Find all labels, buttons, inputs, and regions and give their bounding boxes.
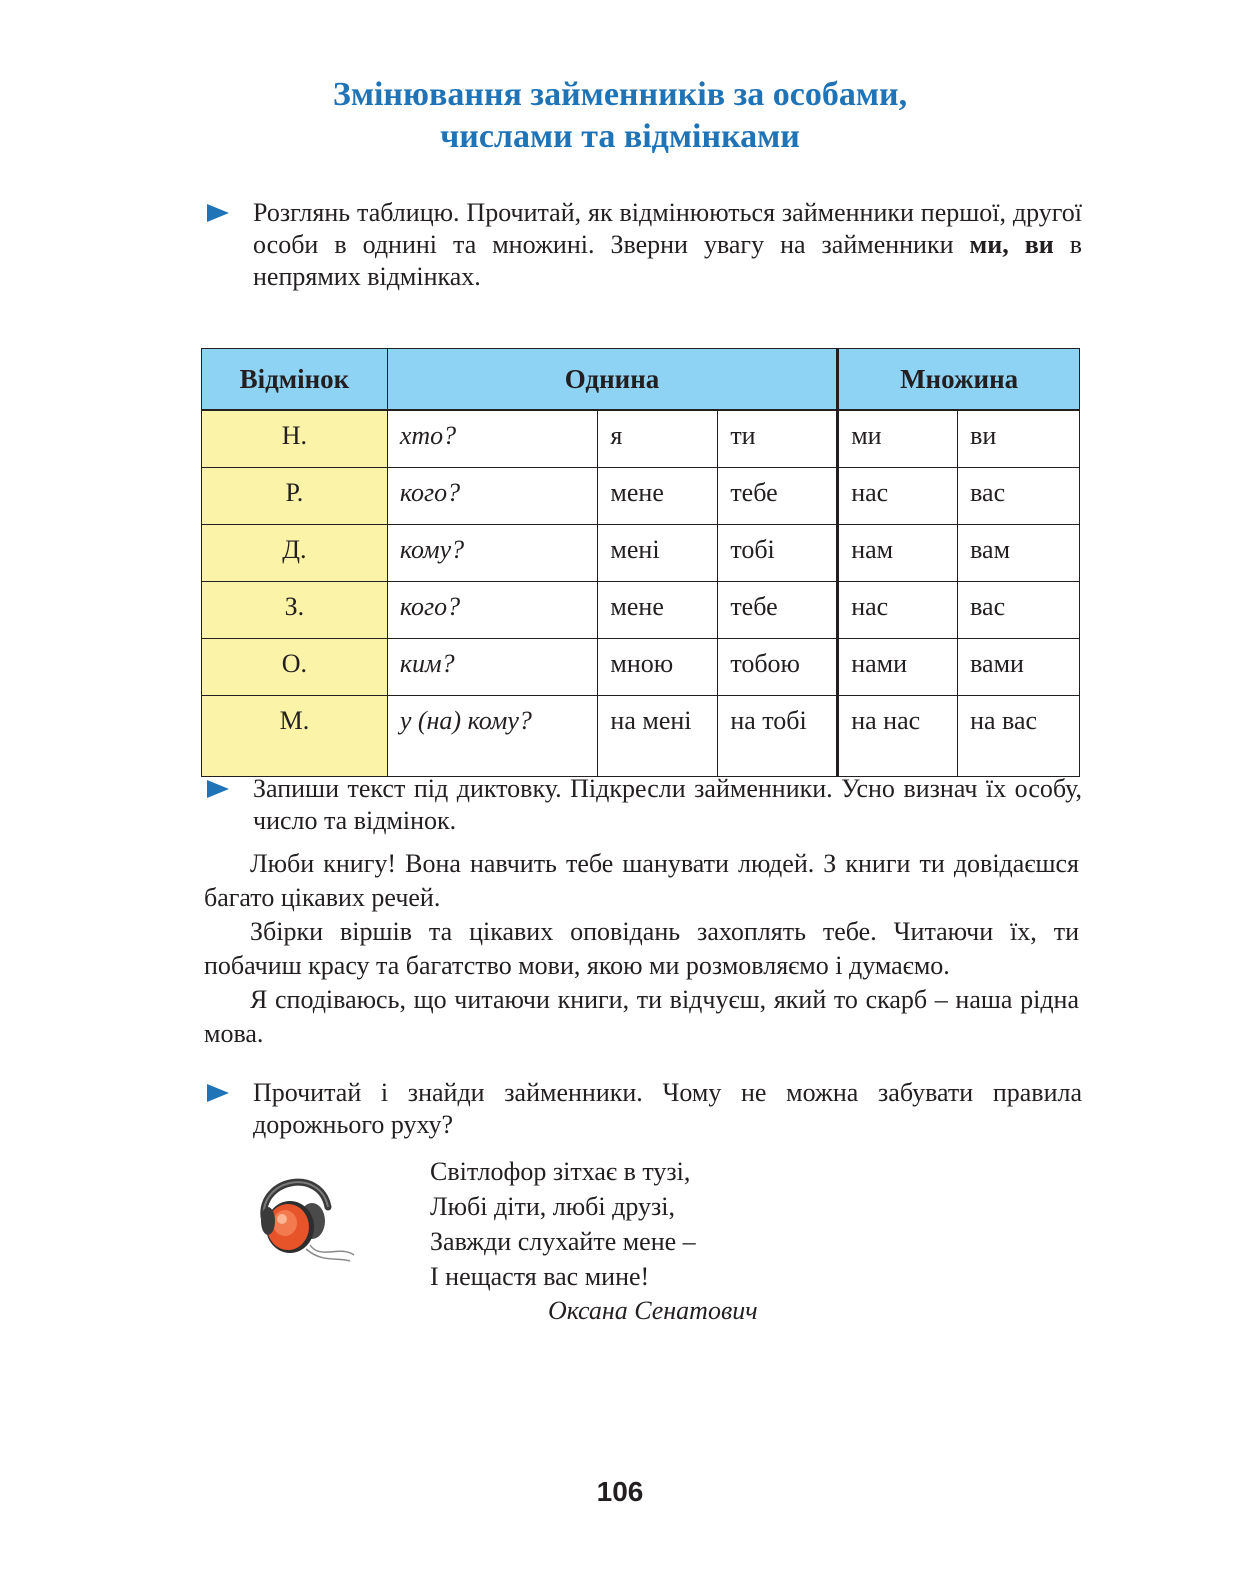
plural-1-cell: нами <box>838 639 958 696</box>
question-cell: кого? <box>387 468 598 525</box>
case-cell: М. <box>202 696 388 777</box>
singular-1-cell: мною <box>598 639 718 696</box>
plural-2-cell: вас <box>958 582 1080 639</box>
header-case: Відмінок <box>202 349 388 411</box>
header-singular: Однина <box>387 349 837 411</box>
plural-1-cell: нам <box>838 525 958 582</box>
poem-line: Любі діти, любі друзі, <box>430 1192 675 1221</box>
headphones-icon <box>250 1165 360 1265</box>
declension-table <box>201 348 1080 777</box>
page-number: 106 <box>596 1476 644 1507</box>
singular-2-cell: на тобі <box>718 696 838 777</box>
case-cell: З. <box>202 582 388 639</box>
table-row <box>202 639 1080 696</box>
triangle-bullet-icon <box>207 204 229 222</box>
task-3 <box>207 1077 1082 1141</box>
plural-1-cell: нас <box>838 582 958 639</box>
plural-2-cell: вам <box>958 525 1080 582</box>
task-1-bold-b: ви <box>1024 230 1054 259</box>
poem-line: Світлофор зітхає в тузі, <box>430 1157 691 1186</box>
triangle-bullet-icon <box>207 1084 229 1102</box>
question-cell: кому? <box>387 525 598 582</box>
poem-author: Оксана Сенатович <box>548 1296 758 1325</box>
task-1-space <box>1009 230 1025 259</box>
dictation-paragraph: Збірки віршів та цікавих оповідань захоплять тебе. Читаючи їх, ти побачиш красу та багатство мови, якою ми розмовляємо і думаємо. <box>204 917 1079 980</box>
case-cell: О. <box>202 639 388 696</box>
poem-line: Завжди слухайте мене – <box>430 1227 696 1256</box>
title-line-1: Змінювання займенників за особами, <box>332 76 908 113</box>
page-title <box>0 74 1240 158</box>
task-1-bold-a: ми, <box>969 230 1009 259</box>
task-2 <box>207 773 1082 837</box>
table-row <box>202 525 1080 582</box>
plural-1-cell: на нас <box>838 696 958 777</box>
table-row <box>202 696 1080 777</box>
task-3-text: Прочитай і знайди займенники. Чому не можна забувати правила дорожнього руху? <box>253 1078 1082 1139</box>
table-row <box>202 582 1080 639</box>
plural-2-cell: на вас <box>958 696 1080 777</box>
singular-1-cell: мені <box>598 525 718 582</box>
case-cell: Н. <box>202 410 388 468</box>
task-1-text <box>253 197 1082 293</box>
question-cell: у (на) кому? <box>387 696 598 777</box>
plural-2-cell: ви <box>958 410 1080 468</box>
header-plural: Множина <box>838 349 1080 411</box>
triangle-bullet-icon <box>207 780 229 798</box>
singular-2-cell: тобі <box>718 525 838 582</box>
table-header-row <box>202 349 1080 411</box>
dictation-paragraph: Я сподіваюсь, що читаючи книги, ти відчуєш, який то скарб – наша рідна мова. <box>204 985 1079 1048</box>
singular-2-cell: тебе <box>718 468 838 525</box>
singular-2-cell: тобою <box>718 639 838 696</box>
task-1-text-a: Розглянь таблицю. Прочитай, як відмінюються займенники першої, другої особи в однині та множині. Зверни увагу на займенники <box>253 198 1082 259</box>
plural-1-cell: ми <box>838 410 958 468</box>
question-cell: кого? <box>387 582 598 639</box>
singular-1-cell: я <box>598 410 718 468</box>
task-2-text: Запиши текст під диктовку. Підкресли займенники. Усно визнач їх особу, число та відмінок. <box>253 774 1082 835</box>
plural-2-cell: вами <box>958 639 1080 696</box>
poem <box>430 1154 696 1294</box>
dictation-paragraph: Люби книгу! Вона навчить тебе шанувати людей. З книги ти довідаєшся багато цікавих речей. <box>204 849 1079 912</box>
table-row <box>202 468 1080 525</box>
plural-2-cell: вас <box>958 468 1080 525</box>
table-row <box>202 410 1080 468</box>
case-cell: Р. <box>202 468 388 525</box>
poem-line: І нещастя вас мине! <box>430 1262 650 1291</box>
singular-2-cell: ти <box>718 410 838 468</box>
singular-1-cell: мене <box>598 468 718 525</box>
question-cell: хто? <box>387 410 598 468</box>
task-1-text-b: в непрямих відмінках. <box>253 230 1083 291</box>
task-1 <box>207 197 1082 293</box>
dictation-text <box>204 847 1079 1051</box>
singular-1-cell: мене <box>598 582 718 639</box>
question-cell: ким? <box>387 639 598 696</box>
title-line-2: числами та відмінками <box>440 118 800 155</box>
case-cell: Д. <box>202 525 388 582</box>
singular-2-cell: тебе <box>718 582 838 639</box>
plural-1-cell: нас <box>838 468 958 525</box>
singular-1-cell: на мені <box>598 696 718 777</box>
